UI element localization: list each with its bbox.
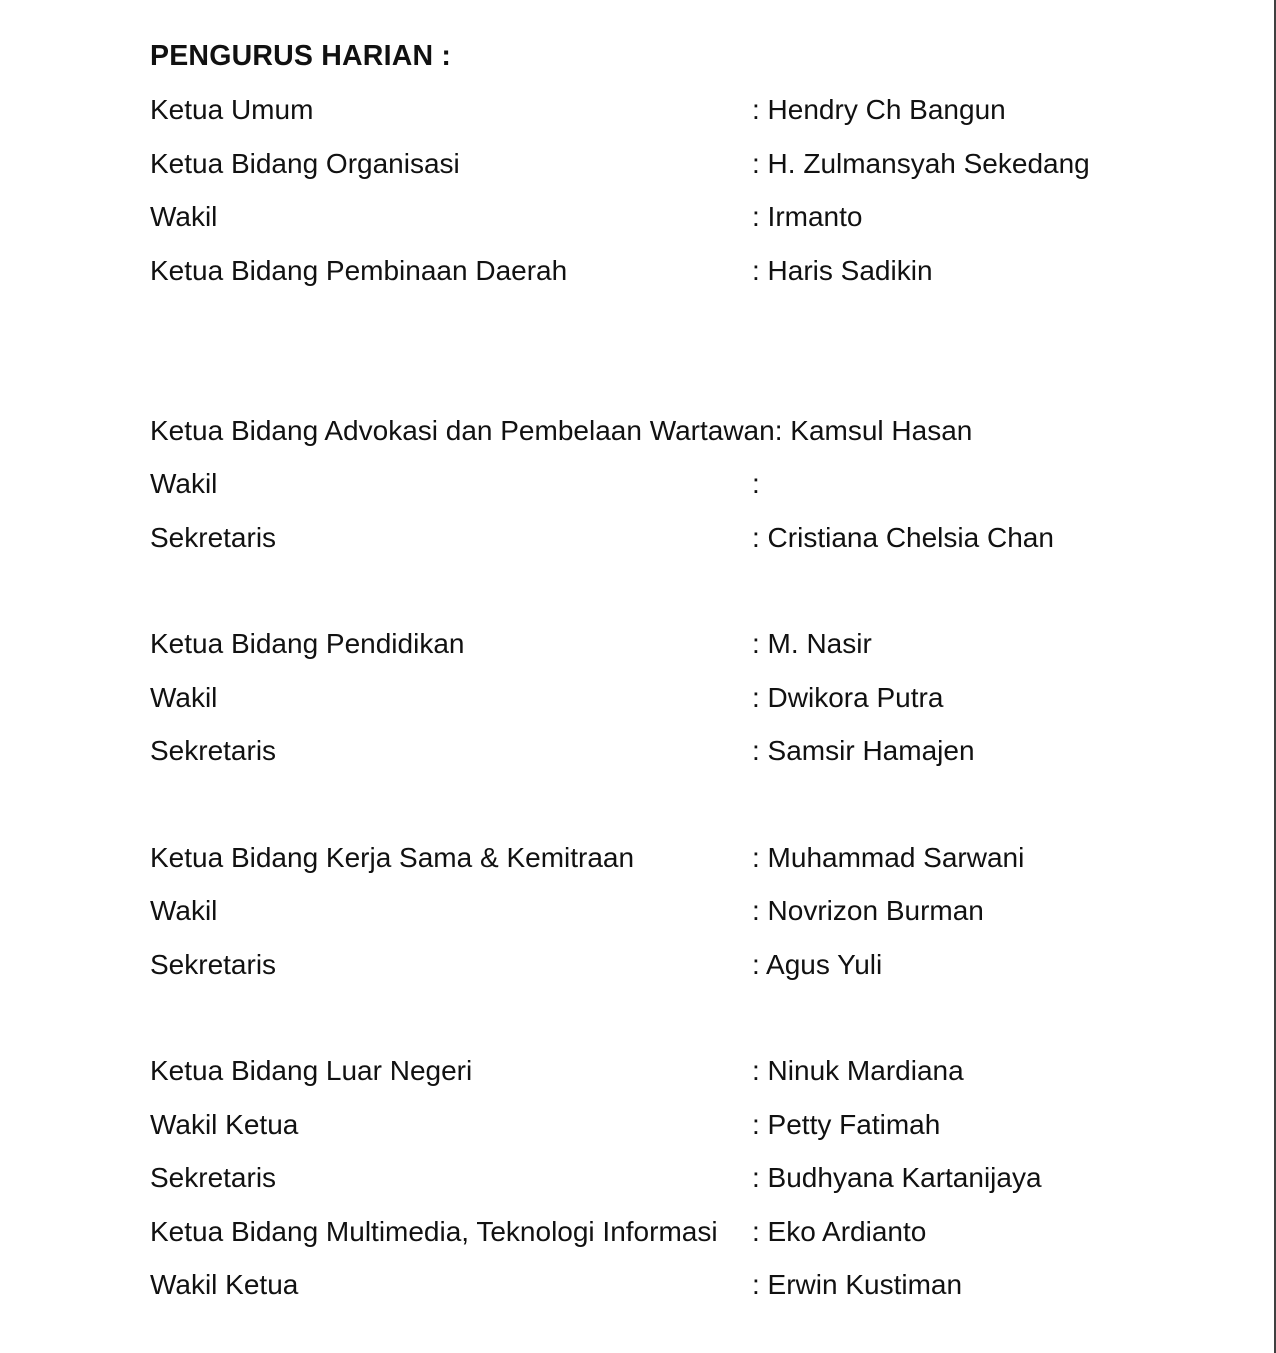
section-gap bbox=[150, 991, 1274, 1044]
roster-row bbox=[150, 884, 1274, 937]
position-label: Wakil bbox=[150, 201, 218, 233]
position-label: Ketua Bidang Multimedia, Teknologi Informasi bbox=[150, 1215, 718, 1247]
person-name-value: : Novrizon Burman bbox=[752, 895, 984, 927]
person-name-value: : M. Nasir bbox=[752, 628, 872, 660]
person-name-value: : Hendry Ch Bangun bbox=[752, 94, 1006, 126]
position-label: Ketua Umum bbox=[150, 94, 314, 126]
person-name-value: : Eko Ardianto bbox=[752, 1215, 927, 1247]
position-label: Ketua Bidang Pembinaan Daerah bbox=[150, 254, 568, 286]
position-label: Wakil bbox=[150, 468, 218, 500]
position-label: Sekretaris bbox=[150, 735, 277, 767]
roster-row bbox=[150, 1098, 1274, 1151]
position-label: Sekretaris bbox=[150, 1162, 277, 1194]
position-label: Wakil bbox=[150, 681, 218, 713]
person-name-value: : Irmanto bbox=[752, 201, 863, 233]
person-name-value: : H. Zulmansyah Sekedang bbox=[752, 147, 1090, 179]
person-name-value: : Kamsul Hasan bbox=[774, 414, 973, 446]
person-name-value: : Agus Yuli bbox=[752, 948, 883, 980]
person-name-value: : Muhammad Sarwani bbox=[752, 841, 1025, 873]
roster-row bbox=[150, 1205, 1274, 1258]
roster-row bbox=[150, 1258, 1274, 1311]
person-name-value: : Budhyana Kartanijaya bbox=[752, 1162, 1042, 1194]
position-label: Wakil bbox=[150, 895, 218, 927]
section-gap bbox=[150, 777, 1274, 830]
position-label: Wakil Ketua bbox=[150, 1269, 299, 1300]
roster-row bbox=[150, 1151, 1274, 1204]
roster-row bbox=[150, 1044, 1274, 1097]
person-name-value: : Petty Fatimah bbox=[752, 1108, 941, 1140]
roster-row bbox=[150, 671, 1274, 724]
roster-row bbox=[150, 83, 1274, 136]
position-label: Ketua Bidang Advokasi dan Pembelaan Wartawan bbox=[150, 414, 775, 446]
roster-row bbox=[150, 724, 1274, 777]
roster-row bbox=[150, 511, 1274, 564]
person-name-value: : Haris Sadikin bbox=[752, 254, 933, 286]
person-name-value: : Samsir Hamajen bbox=[752, 735, 975, 767]
roster-row bbox=[150, 938, 1274, 991]
roster-row bbox=[150, 831, 1274, 884]
position-label: Ketua Bidang Kerja Sama & Kemitraan bbox=[150, 841, 635, 873]
position-label: Wakil Ketua bbox=[150, 1108, 299, 1140]
page-title: PENGURUS HARIAN : bbox=[150, 40, 452, 72]
person-name-value: : Ninuk Mardiana bbox=[752, 1055, 964, 1087]
roster-row bbox=[150, 617, 1274, 670]
roster-row bbox=[150, 190, 1274, 243]
person-name-value: : Cristiana Chelsia Chan bbox=[752, 521, 1054, 553]
position-label: Ketua Bidang Pendidikan bbox=[150, 628, 465, 660]
person-name-value: : Erwin Kustiman bbox=[752, 1269, 963, 1300]
position-label: Sekretaris bbox=[150, 948, 277, 980]
section-gap bbox=[150, 297, 1274, 404]
roster-list bbox=[150, 83, 1274, 1311]
roster-row bbox=[150, 244, 1274, 297]
heading-row bbox=[150, 30, 1274, 83]
person-name-value: : bbox=[752, 468, 760, 500]
roster-row bbox=[150, 137, 1274, 190]
position-label: Ketua Bidang Luar Negeri bbox=[150, 1055, 473, 1087]
person-name-value: : Dwikora Putra bbox=[752, 681, 944, 713]
roster-row bbox=[150, 404, 1274, 457]
roster-row bbox=[150, 457, 1274, 510]
position-label: Ketua Bidang Organisasi bbox=[150, 147, 460, 179]
position-label: Sekretaris bbox=[150, 521, 277, 553]
section-gap bbox=[150, 564, 1274, 617]
